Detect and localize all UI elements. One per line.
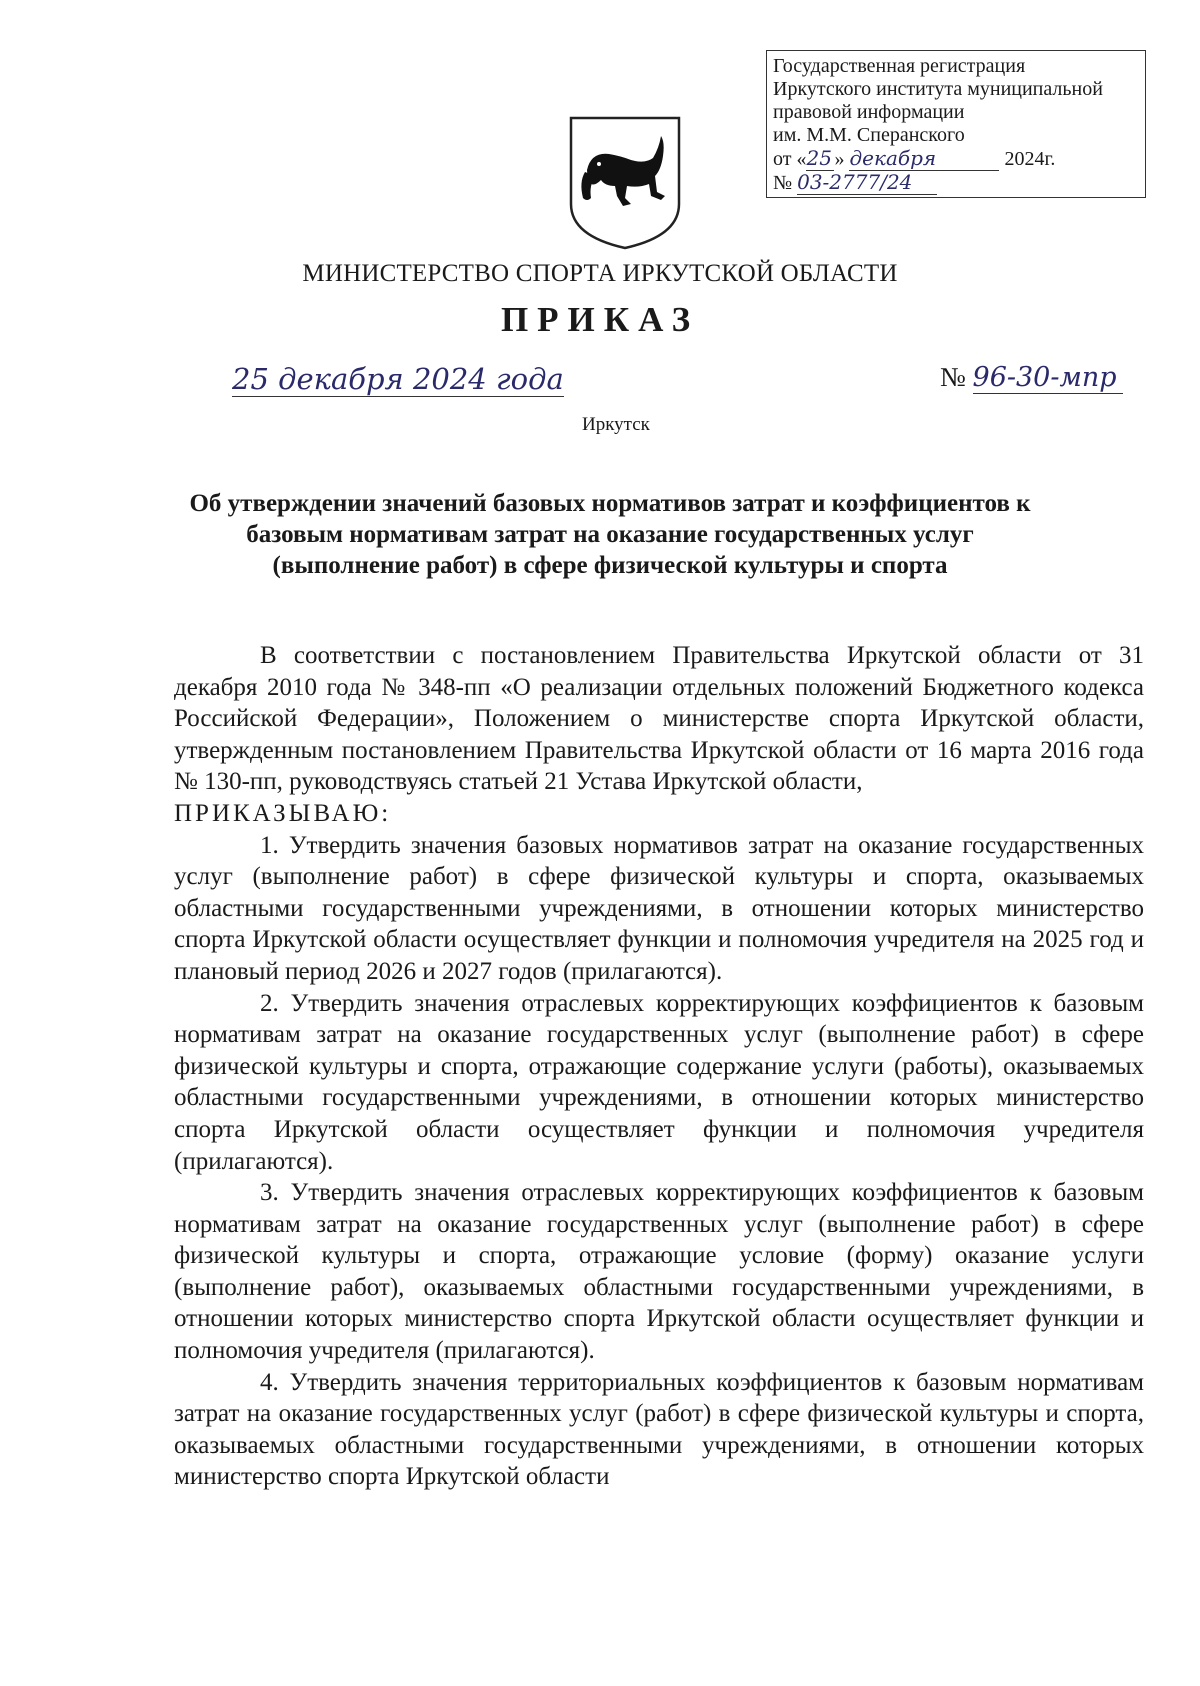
order-date: 25 декабря 2024 года — [232, 362, 564, 396]
order-number — [940, 362, 1123, 394]
item-2-paragraph: 2. Утвердить значения отраслевых корректирующих коэффициентов к базовым нормативам затрат на оказание государственных услуг (выполнение работ) в сфере физической культуры и спорта, отражающие содержание услуги (работы), оказываемых областными государственными учреждениями, в отношении которых министерство спорта Иркутской области осуществляет функции и полномочия учредителя (прилагаются). — [174, 989, 1144, 1175]
registration-day: 25 — [806, 147, 834, 171]
registration-year: 2024 — [1004, 148, 1045, 170]
order-title: ПРИКАЗ — [500, 300, 700, 339]
subject-line-2: базовым нормативам затрат на оказание государственных услуг — [246, 521, 974, 548]
registration-month: декабря — [849, 147, 999, 171]
registration-line-1: Государственная регистрация — [773, 55, 1026, 77]
order-body — [174, 640, 1144, 1493]
subject-line-3: (выполнение работ) в сфере физической культуры и спорта — [272, 552, 948, 579]
order-number-value: 96-30-мпр — [973, 362, 1123, 394]
city: Иркутск — [582, 414, 650, 435]
registration-number-line — [773, 171, 1139, 195]
order-word: ПРИКАЗЫВАЮ: — [174, 799, 392, 827]
registration-no-label: № — [773, 172, 793, 194]
registration-line-3: правовой информации — [773, 101, 965, 123]
irkutsk-coat-of-arms-icon — [565, 112, 685, 252]
registration-line-2: Иркутского института муниципальной — [773, 78, 1103, 100]
registration-line-4: им. М.М. Сперанского — [773, 124, 965, 146]
item-1-paragraph: 1. Утвердить значения базовых нормативов затрат на оказание государственных услуг (выполнение работ) в сфере физической культуры и спорта, оказываемых областными государственными учреждениями, в отношении которых министерство спорта Иркутской области осуществляет функции и полномочия учредителя на 2025 год и плановый период 2026 и 2027 годов (прилагаются). — [174, 831, 1144, 985]
registration-date-line — [773, 147, 1139, 171]
registration-year-suffix: г. — [1044, 148, 1056, 170]
registration-quote-close: » — [834, 148, 845, 170]
ministry-name: МИНИСТЕРСТВО СПОРТА ИРКУТСКОЙ ОБЛАСТИ — [302, 260, 898, 287]
preamble-paragraph: В соответствии с постановлением Правительства Иркутской области от 31 декабря 2010 года № 348-пп «О реализации отдельных положений Бюджетного кодекса Российской Федерации», Положением о министерстве спорта Иркутской области, утвержденным постановлением Правительства Иркутской области от 16 марта 2016 года № 130-пп, руководствуясь статьей 21 Устава Иркутской области, — [174, 642, 1144, 796]
registration-number: 03-2777/24 — [797, 171, 937, 195]
item-4-paragraph: 4. Утвердить значения территориальных коэффициентов к базовым нормативам затрат на оказание государственных услуг (работ) в сфере физической культуры и спорта, оказываемых областными государственными учреждениями, в отношении которых министерство спорта Иркутской области — [174, 1368, 1144, 1491]
registration-from-label: от « — [773, 148, 807, 170]
item-3-paragraph: 3. Утвердить значения отраслевых корректирующих коэффициентов к базовым нормативам затрат на оказание государственных услуг (выполнение работ) в сфере физической культуры и спорта, отражающие условие (форму) оказание услуги (выполнение работ), оказываемых областными государственными учреждениями, в отношении которых министерство спорта Иркутской области осуществляет функции и полномочия учредителя (прилагаются). — [174, 1179, 1144, 1365]
registration-stamp — [766, 50, 1146, 198]
order-subject — [170, 488, 1050, 581]
order-number-label: № — [940, 362, 966, 392]
subject-line-1: Об утверждении значений базовых нормативов затрат и коэффициентов к — [189, 490, 1031, 517]
